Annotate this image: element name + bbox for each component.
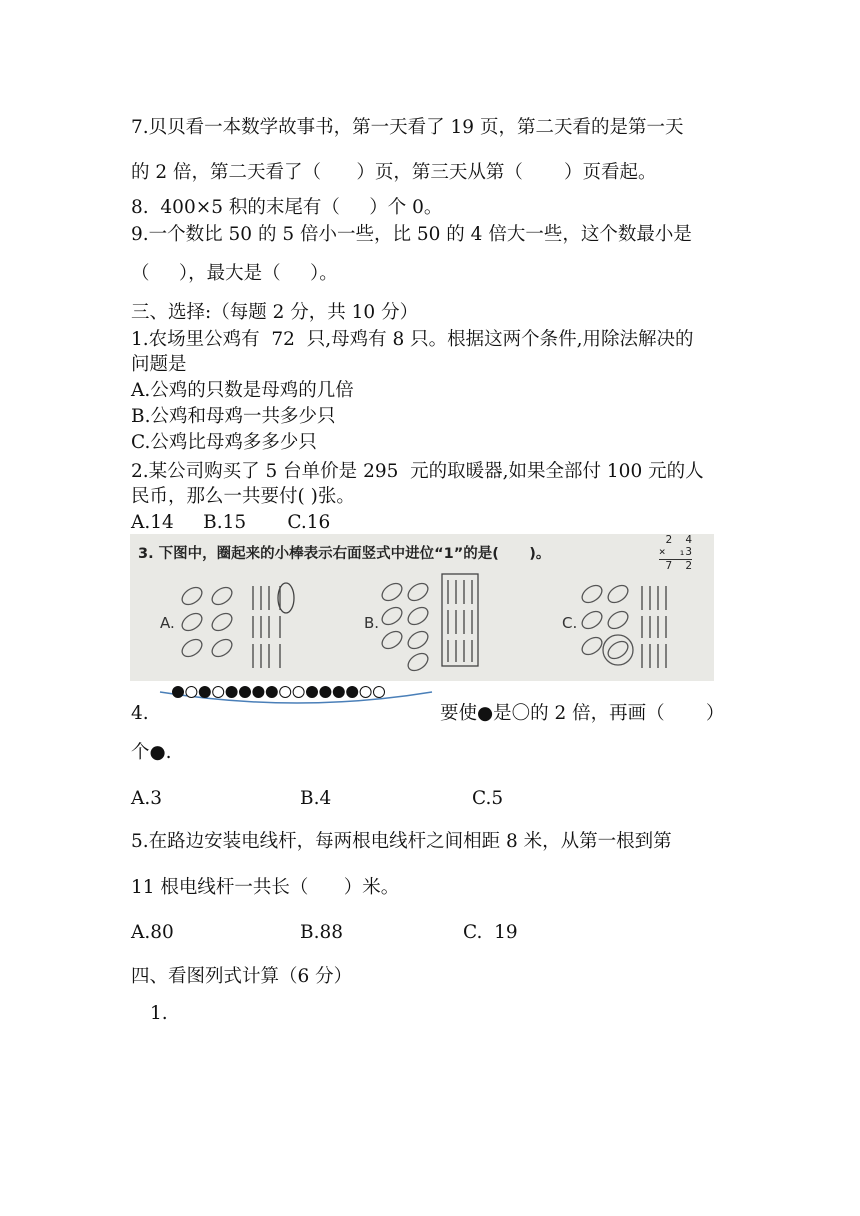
choice4-line2: 个●. [131,742,172,763]
section-4-heading: 四、看图列式计算（6 分） [131,966,353,987]
hollow-bead [293,687,304,698]
calc-row-2: × ₁3 [658,545,692,558]
hollow-bead [186,687,197,698]
choice5-option-b: B.88 [300,922,344,943]
choice4-option-b: B.4 [300,788,332,809]
question3-title: 3. 下图中，圈起来的小棒表示右面竖式中进位“1”的是( )。 [138,546,551,562]
hollow-bead [374,687,385,698]
choice2-line2: 民币，那么一共要付( )张。 [131,486,355,507]
photo-option-c-label: C. [562,614,578,632]
choice1-option-c: C.公鸡比母鸡多多少只 [131,432,317,453]
filled-bead [333,687,344,698]
choice5-line1: 5.在路边安装电线杆，每两根电线杆之间相距 8 米，从第一根到第 [131,831,672,852]
choice5-option-a: A.80 [131,922,174,943]
hollow-bead [280,687,291,698]
bead-row [158,680,434,720]
filled-bead [226,687,237,698]
sticks-illustration [130,534,714,681]
option-b-bundles [379,580,431,674]
question3-photo [130,534,714,681]
section-3-heading: 三、选择:（每题 2 分，共 10 分） [131,302,419,323]
photo-option-b-label: B. [364,614,380,632]
q9-line2: （ ），最大是（ ）。 [131,263,338,284]
filled-bead [266,687,277,698]
filled-bead [173,687,184,698]
hollow-bead [360,687,371,698]
calc-row-3: 7 2 [659,559,692,572]
choice5-line2: 11 根电线杆一共长（ ）米。 [131,877,400,898]
choice2-options: A.14 B.15 C.16 [131,512,331,533]
filled-bead [307,687,318,698]
choice4-number: 4. [131,703,149,724]
option-b-sticks [442,574,478,666]
choice2-line1: 2.某公司购买了 5 台单价是 295 元的取暖器,如果全部付 100 元的人 [131,461,704,482]
option-a-bundles [179,584,235,660]
hollow-bead [213,687,224,698]
choice4-text: 要使●是〇的 2 倍，再画（ ） [440,703,725,724]
q7-line1: 7.贝贝看一本数学故事书，第一天看了 19 页，第二天看的是第一天 [131,117,684,138]
choice1-option-b: B.公鸡和母鸡一共多少只 [131,406,336,427]
q7-line2: 的 2 倍，第二天看了（ ）页，第三天从第（ ）页看起。 [131,162,657,183]
filled-bead [347,687,358,698]
option-c-sticks [642,586,666,668]
choice1-line2: 问题是 [131,354,187,375]
filled-bead [199,687,210,698]
bead-illustration [158,680,434,720]
choice5-option-c: C. 19 [463,922,518,943]
q9-line1: 9.一个数比 50 的 5 倍小一些，比 50 的 4 倍大一些，这个数最小是 [131,224,692,245]
choice1-option-a: A.公鸡的只数是母鸡的几倍 [131,380,354,401]
option-a-sticks [253,583,294,668]
q8-line: 8. 400×5 积的末尾有（ ）个 0。 [131,197,443,218]
calc-row-1: 2 4 [665,534,692,546]
option-c-bundles [579,582,633,665]
filled-bead [320,687,331,698]
choice4-option-a: A.3 [131,788,163,809]
section-4-q1: 1. [150,1003,168,1024]
choice4-option-c: C.5 [472,788,504,809]
photo-option-a-label: A. [160,614,175,632]
choice1-line1: 1.农场里公鸡有 72 只,母鸡有 8 只。根据这两个条件,用除法解决的 [131,329,694,350]
filled-bead [240,687,251,698]
filled-bead [253,687,264,698]
